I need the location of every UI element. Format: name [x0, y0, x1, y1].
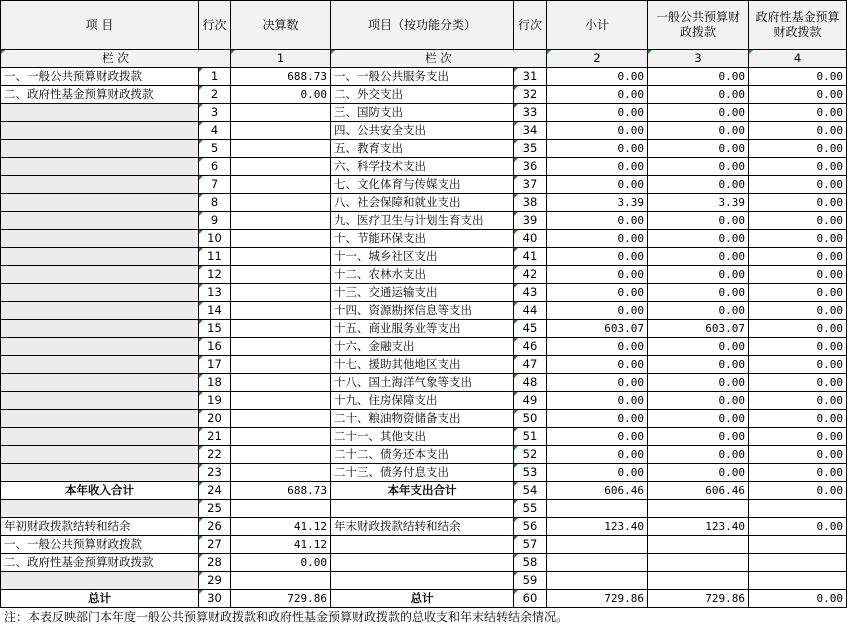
- row-subtotal: 0.00: [547, 212, 648, 230]
- row-subtotal: 0.00: [547, 230, 648, 248]
- row-final-amount: 0.00: [231, 86, 331, 104]
- row-subtotal: 123.40: [547, 518, 648, 536]
- row-gov-fund: 0.00: [749, 212, 847, 230]
- header-row-no: 行次: [199, 1, 231, 50]
- row-gov-fund: 0.00: [749, 176, 847, 194]
- row-general-budget: 0.00: [648, 302, 749, 320]
- row-left-item: 一、一般公共预算财政拨款: [1, 536, 199, 554]
- table-row: [1, 590, 847, 608]
- row-left-item: [1, 320, 199, 338]
- row-left-line-no: 20: [199, 410, 231, 428]
- table-row: [1, 194, 847, 212]
- row-right-item: 二十二、债务还本支出: [331, 446, 514, 464]
- row-right-item: [331, 536, 514, 554]
- table-row: [1, 500, 847, 518]
- row-general-budget: 0.00: [648, 356, 749, 374]
- row-subtotal: 0.00: [547, 302, 648, 320]
- row-final-amount: [231, 392, 331, 410]
- row-left-item: [1, 266, 199, 284]
- table-row: [1, 338, 847, 356]
- table-row: [1, 140, 847, 158]
- row-left-item: [1, 338, 199, 356]
- row-left-item: [1, 572, 199, 590]
- row-left-line-no: 13: [199, 284, 231, 302]
- row-general-budget: 0.00: [648, 104, 749, 122]
- row-left-line-no: 7: [199, 176, 231, 194]
- row-left-line-no: 27: [199, 536, 231, 554]
- row-final-amount: [231, 284, 331, 302]
- row-subtotal: [547, 572, 648, 590]
- row-final-amount: [231, 176, 331, 194]
- row-gov-fund: 0.00: [749, 104, 847, 122]
- row-left-line-no: 26: [199, 518, 231, 536]
- table-row: [1, 482, 847, 500]
- row-gov-fund: [749, 572, 847, 590]
- header-general-budget: 一般公共预算财政拨款: [648, 1, 749, 50]
- row-right-item: 十四、资源勘探信息等支出: [331, 302, 514, 320]
- row-subtotal: 0.00: [547, 284, 648, 302]
- row-right-line-no: 53: [514, 464, 547, 482]
- row-right-line-no: 59: [514, 572, 547, 590]
- row-right-item: 三、国防支出: [331, 104, 514, 122]
- row-right-item: 二十三、债务付息支出: [331, 464, 514, 482]
- row-subtotal: 0.00: [547, 86, 648, 104]
- row-final-amount: [231, 302, 331, 320]
- table-row: [1, 212, 847, 230]
- row-general-budget: 0.00: [648, 410, 749, 428]
- row-left-line-no: 4: [199, 122, 231, 140]
- row-left-line-no: 16: [199, 338, 231, 356]
- row-gov-fund: 0.00: [749, 122, 847, 140]
- row-right-line-no: 32: [514, 86, 547, 104]
- row-gov-fund: 0.00: [749, 590, 847, 608]
- row-left-item: 二、政府性基金预算财政拨款: [1, 86, 199, 104]
- row-general-budget: 603.07: [648, 320, 749, 338]
- row-left-line-no: 23: [199, 464, 231, 482]
- row-general-budget: 0.00: [648, 140, 749, 158]
- row-gov-fund: 0.00: [749, 158, 847, 176]
- row-left-line-no: 28: [199, 554, 231, 572]
- row-gov-fund: [749, 536, 847, 554]
- row-final-amount: [231, 212, 331, 230]
- row-right-item: [331, 572, 514, 590]
- header-final-amount: 决算数: [231, 1, 331, 50]
- row-subtotal: 603.07: [547, 320, 648, 338]
- row-right-line-no: 39: [514, 212, 547, 230]
- row-general-budget: 0.00: [648, 248, 749, 266]
- row-final-amount: [231, 122, 331, 140]
- header-row: [1, 1, 847, 50]
- row-right-item: 七、文化体育与传媒支出: [331, 176, 514, 194]
- row-right-item: 总计: [331, 590, 514, 608]
- row-general-budget: 0.00: [648, 158, 749, 176]
- row-left-item: [1, 410, 199, 428]
- row-right-item: 六、科学技术支出: [331, 158, 514, 176]
- table-row: [1, 248, 847, 266]
- row-gov-fund: 0.00: [749, 428, 847, 446]
- row-gov-fund: 0.00: [749, 284, 847, 302]
- table-row: [1, 284, 847, 302]
- table-row: [1, 392, 847, 410]
- row-right-item: 十七、援助其他地区支出: [331, 356, 514, 374]
- row-final-amount: [231, 266, 331, 284]
- row-left-line-no: 24: [199, 482, 231, 500]
- table-row: [1, 176, 847, 194]
- row-general-budget: 3.39: [648, 194, 749, 212]
- row-left-line-no: 21: [199, 428, 231, 446]
- row-right-line-no: 37: [514, 176, 547, 194]
- table-row: [1, 266, 847, 284]
- row-final-amount: [231, 374, 331, 392]
- row-left-item: [1, 284, 199, 302]
- row-gov-fund: 0.00: [749, 518, 847, 536]
- row-general-budget: [648, 572, 749, 590]
- row-gov-fund: [749, 554, 847, 572]
- row-final-amount: [231, 428, 331, 446]
- header-item: 项 目: [1, 1, 199, 50]
- row-left-line-no: 3: [199, 104, 231, 122]
- row-general-budget: 0.00: [648, 266, 749, 284]
- row-left-item: [1, 104, 199, 122]
- row-right-line-no: 44: [514, 302, 547, 320]
- row-gov-fund: 0.00: [749, 194, 847, 212]
- row-general-budget: 0.00: [648, 464, 749, 482]
- row-final-amount: [231, 464, 331, 482]
- row-right-line-no: 47: [514, 356, 547, 374]
- row-general-budget: 0.00: [648, 284, 749, 302]
- table-row: [1, 230, 847, 248]
- row-general-budget: [648, 536, 749, 554]
- header-subtotal: 小计: [547, 1, 648, 50]
- row-right-item: 二、外交支出: [331, 86, 514, 104]
- row-right-line-no: 48: [514, 374, 547, 392]
- row-right-line-no: 54: [514, 482, 547, 500]
- row-general-budget: 729.86: [648, 590, 749, 608]
- row-general-budget: [648, 500, 749, 518]
- row-left-item: [1, 176, 199, 194]
- row-right-line-no: 36: [514, 158, 547, 176]
- row-left-line-no: 6: [199, 158, 231, 176]
- table-row: [1, 536, 847, 554]
- column-index-label-right: 栏 次: [331, 50, 547, 68]
- row-final-amount: [231, 194, 331, 212]
- row-left-item: [1, 500, 199, 518]
- row-right-line-no: 55: [514, 500, 547, 518]
- row-left-line-no: 5: [199, 140, 231, 158]
- row-right-item: 十一、城乡社区支出: [331, 248, 514, 266]
- row-left-item: 年初财政拨款结转和结余: [1, 518, 199, 536]
- row-right-item: 本年支出合计: [331, 482, 514, 500]
- row-final-amount: [231, 320, 331, 338]
- row-general-budget: 0.00: [648, 446, 749, 464]
- row-final-amount: 41.12: [231, 536, 331, 554]
- row-right-item: 十三、交通运输支出: [331, 284, 514, 302]
- row-general-budget: 123.40: [648, 518, 749, 536]
- row-left-item: [1, 248, 199, 266]
- row-gov-fund: 0.00: [749, 230, 847, 248]
- table-row: [1, 86, 847, 104]
- row-general-budget: [648, 554, 749, 572]
- header-gov-fund: 政府性基金预算财政拨款: [749, 1, 847, 50]
- row-right-item: 一、一般公共服务支出: [331, 68, 514, 86]
- row-left-line-no: 12: [199, 266, 231, 284]
- row-gov-fund: [749, 500, 847, 518]
- table-row: [1, 410, 847, 428]
- row-subtotal: 3.39: [547, 194, 648, 212]
- row-right-item: [331, 554, 514, 572]
- row-right-line-no: 60: [514, 590, 547, 608]
- row-right-item: 十、节能环保支出: [331, 230, 514, 248]
- row-subtotal: 0.00: [547, 410, 648, 428]
- row-left-item: [1, 140, 199, 158]
- column-index-row: [1, 50, 847, 68]
- row-right-line-no: 40: [514, 230, 547, 248]
- row-gov-fund: 0.00: [749, 302, 847, 320]
- row-right-line-no: 46: [514, 338, 547, 356]
- row-subtotal: [547, 536, 648, 554]
- row-right-line-no: 31: [514, 68, 547, 86]
- row-subtotal: 0.00: [547, 266, 648, 284]
- row-right-line-no: 50: [514, 410, 547, 428]
- row-left-item: [1, 464, 199, 482]
- row-gov-fund: 0.00: [749, 356, 847, 374]
- table-row: [1, 518, 847, 536]
- row-gov-fund: 0.00: [749, 338, 847, 356]
- column-index-3: 3: [648, 50, 749, 68]
- row-left-item: [1, 230, 199, 248]
- table-row: [1, 302, 847, 320]
- column-index-label-left: 栏 次: [1, 50, 231, 68]
- column-index-2: 2: [547, 50, 648, 68]
- header-item-by-function: 项目（按功能分类）: [331, 1, 514, 50]
- row-final-amount: 41.12: [231, 518, 331, 536]
- row-subtotal: [547, 554, 648, 572]
- table-row: [1, 104, 847, 122]
- row-left-item: [1, 374, 199, 392]
- row-right-line-no: 33: [514, 104, 547, 122]
- row-subtotal: 0.00: [547, 392, 648, 410]
- row-right-line-no: 57: [514, 536, 547, 554]
- row-general-budget: 0.00: [648, 122, 749, 140]
- row-left-line-no: 9: [199, 212, 231, 230]
- row-left-line-no: 11: [199, 248, 231, 266]
- row-gov-fund: 0.00: [749, 140, 847, 158]
- row-left-line-no: 1: [199, 68, 231, 86]
- row-final-amount: 0.00: [231, 554, 331, 572]
- row-right-line-no: 43: [514, 284, 547, 302]
- row-general-budget: 0.00: [648, 338, 749, 356]
- row-right-line-no: 41: [514, 248, 547, 266]
- table-row: [1, 158, 847, 176]
- row-left-item: 总计: [1, 590, 199, 608]
- table-row: [1, 572, 847, 590]
- row-left-line-no: 2: [199, 86, 231, 104]
- row-left-line-no: 29: [199, 572, 231, 590]
- row-general-budget: 0.00: [648, 392, 749, 410]
- row-gov-fund: 0.00: [749, 392, 847, 410]
- row-general-budget: 0.00: [648, 230, 749, 248]
- row-final-amount: 729.86: [231, 590, 331, 608]
- table-row: [1, 464, 847, 482]
- row-gov-fund: 0.00: [749, 266, 847, 284]
- row-left-item: [1, 446, 199, 464]
- row-final-amount: 688.73: [231, 482, 331, 500]
- row-left-item: 本年收入合计: [1, 482, 199, 500]
- row-left-line-no: 18: [199, 374, 231, 392]
- row-right-item: 二十一、其他支出: [331, 428, 514, 446]
- row-general-budget: 0.00: [648, 68, 749, 86]
- row-subtotal: [547, 500, 648, 518]
- row-subtotal: 0.00: [547, 374, 648, 392]
- row-right-item: 四、公共安全支出: [331, 122, 514, 140]
- row-gov-fund: 0.00: [749, 464, 847, 482]
- row-final-amount: [231, 572, 331, 590]
- row-right-line-no: 42: [514, 266, 547, 284]
- row-right-item: [331, 500, 514, 518]
- row-final-amount: [231, 248, 331, 266]
- table-row: [1, 320, 847, 338]
- row-right-line-no: 34: [514, 122, 547, 140]
- row-right-item: 十九、住房保障支出: [331, 392, 514, 410]
- row-right-line-no: 45: [514, 320, 547, 338]
- row-final-amount: [231, 104, 331, 122]
- row-left-line-no: 14: [199, 302, 231, 320]
- row-right-item: 二十、粮油物资储备支出: [331, 410, 514, 428]
- table-row: [1, 446, 847, 464]
- row-gov-fund: 0.00: [749, 446, 847, 464]
- row-final-amount: 688.73: [231, 68, 331, 86]
- row-final-amount: [231, 410, 331, 428]
- row-left-item: [1, 158, 199, 176]
- row-general-budget: 0.00: [648, 428, 749, 446]
- row-left-line-no: 22: [199, 446, 231, 464]
- row-gov-fund: 0.00: [749, 248, 847, 266]
- row-gov-fund: 0.00: [749, 68, 847, 86]
- row-right-line-no: 35: [514, 140, 547, 158]
- column-index-1: 1: [231, 50, 331, 68]
- row-right-item: 十六、金融支出: [331, 338, 514, 356]
- table-row: [1, 554, 847, 572]
- row-right-item: 年末财政拨款结转和结余: [331, 518, 514, 536]
- table-row: [1, 356, 847, 374]
- footnote: 注：本表反映部门本年度一般公共预算财政拨款和政府性基金预算财政拨款的总收支和年末结转结余情况。: [4, 610, 569, 624]
- row-subtotal: 0.00: [547, 122, 648, 140]
- row-subtotal: 0.00: [547, 338, 648, 356]
- row-subtotal: 0.00: [547, 248, 648, 266]
- row-final-amount: [231, 500, 331, 518]
- row-left-item: [1, 212, 199, 230]
- row-subtotal: 606.46: [547, 482, 648, 500]
- row-subtotal: 0.00: [547, 356, 648, 374]
- row-final-amount: [231, 356, 331, 374]
- row-final-amount: [231, 140, 331, 158]
- row-subtotal: 0.00: [547, 104, 648, 122]
- row-left-line-no: 15: [199, 320, 231, 338]
- row-right-item: 十五、商业服务业等支出: [331, 320, 514, 338]
- row-left-line-no: 8: [199, 194, 231, 212]
- table-row: [1, 374, 847, 392]
- row-left-line-no: 17: [199, 356, 231, 374]
- row-final-amount: [231, 338, 331, 356]
- row-left-item: [1, 122, 199, 140]
- row-right-line-no: 58: [514, 554, 547, 572]
- row-final-amount: [231, 230, 331, 248]
- row-left-line-no: 30: [199, 590, 231, 608]
- row-left-line-no: 25: [199, 500, 231, 518]
- column-index-4: 4: [749, 50, 847, 68]
- row-right-item: 九、医疗卫生与计划生育支出: [331, 212, 514, 230]
- row-subtotal: 0.00: [547, 464, 648, 482]
- row-subtotal: 0.00: [547, 176, 648, 194]
- row-left-line-no: 10: [199, 230, 231, 248]
- row-general-budget: 0.00: [648, 212, 749, 230]
- table-row: [1, 428, 847, 446]
- table-row: [1, 68, 847, 86]
- row-final-amount: [231, 158, 331, 176]
- row-right-item: 八、社会保障和就业支出: [331, 194, 514, 212]
- row-right-line-no: 52: [514, 446, 547, 464]
- row-left-item: 一、一般公共预算财政拨款: [1, 68, 199, 86]
- row-subtotal: 0.00: [547, 158, 648, 176]
- row-general-budget: 606.46: [648, 482, 749, 500]
- row-general-budget: 0.00: [648, 176, 749, 194]
- row-subtotal: 0.00: [547, 68, 648, 86]
- row-left-item: [1, 302, 199, 320]
- row-gov-fund: 0.00: [749, 482, 847, 500]
- row-final-amount: [231, 446, 331, 464]
- row-right-line-no: 49: [514, 392, 547, 410]
- row-left-line-no: 19: [199, 392, 231, 410]
- row-general-budget: 0.00: [648, 374, 749, 392]
- row-general-budget: 0.00: [648, 86, 749, 104]
- table-body: [1, 68, 847, 608]
- row-gov-fund: 0.00: [749, 374, 847, 392]
- row-left-item: [1, 428, 199, 446]
- row-left-item: [1, 194, 199, 212]
- row-right-line-no: 56: [514, 518, 547, 536]
- row-right-line-no: 38: [514, 194, 547, 212]
- row-right-item: 十二、农林水支出: [331, 266, 514, 284]
- row-right-line-no: 51: [514, 428, 547, 446]
- row-subtotal: 0.00: [547, 140, 648, 158]
- row-gov-fund: 0.00: [749, 410, 847, 428]
- row-left-item: [1, 392, 199, 410]
- row-left-item: [1, 356, 199, 374]
- row-subtotal: 0.00: [547, 428, 648, 446]
- row-gov-fund: 0.00: [749, 320, 847, 338]
- row-gov-fund: 0.00: [749, 86, 847, 104]
- row-right-item: 十八、国土海洋气象等支出: [331, 374, 514, 392]
- table-row: [1, 122, 847, 140]
- row-right-item: 五、教育支出: [331, 140, 514, 158]
- row-left-item: 二、政府性基金预算财政拨款: [1, 554, 199, 572]
- header-row-no-right: 行次: [514, 1, 547, 50]
- row-subtotal: 729.86: [547, 590, 648, 608]
- row-subtotal: 0.00: [547, 446, 648, 464]
